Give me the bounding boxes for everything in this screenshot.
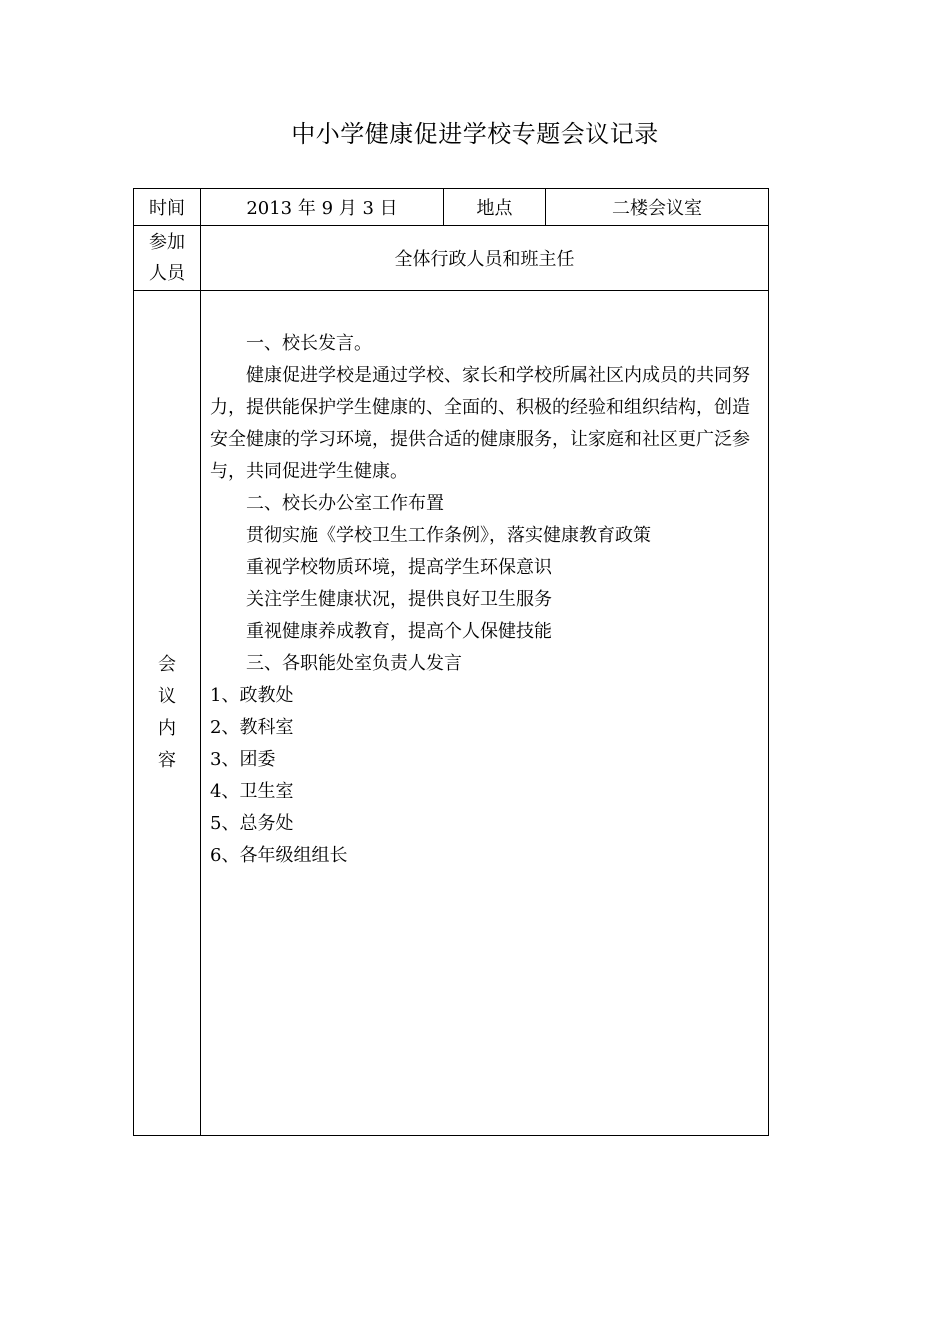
section3-list-item: 6、各年级组组长 — [210, 845, 348, 866]
content-label-cell — [134, 291, 201, 1136]
time-row — [134, 189, 769, 226]
section2-item: 重视健康养成教育，提高个人保健技能 — [246, 621, 552, 642]
meeting-content-cell — [201, 291, 769, 1136]
section1-heading: 一、校长发言。 — [246, 333, 372, 354]
attendees-label-cell — [134, 226, 201, 291]
content-label — [157, 649, 177, 777]
content-label-char: 会 — [158, 654, 176, 675]
document-title: 中小学健康促进学校专题会议记录 — [291, 120, 659, 148]
section1-paragraph: 健康促进学校是通过学校、家长和学校所属社区内成员的共同努力，提供能保护学生健康的、全面的、积极的经验和组织结构，创造安全健康的学习环境，提供合适的健康服务，让家庭和社区更广泛参与，共同促进学生健康。 — [210, 365, 750, 482]
content-row — [134, 291, 769, 1136]
section3-list-item: 4、卫生室 — [210, 781, 294, 802]
attendees-value: 全体行政人员和班主任 — [201, 226, 769, 291]
section2-heading: 二、校长办公室工作布置 — [246, 493, 444, 514]
section2-item: 关注学生健康状况，提供良好卫生服务 — [246, 589, 552, 610]
meeting-content — [201, 291, 768, 872]
place-value: 二楼会议室 — [546, 189, 769, 226]
section3-list-item: 5、总务处 — [210, 813, 294, 834]
content-label-char: 内 — [158, 718, 176, 739]
meeting-record-table — [133, 188, 769, 1136]
section2-item: 贯彻实施《学校卫生工作条例》，落实健康教育政策 — [246, 525, 651, 546]
section2-item: 重视学校物质环境，提高学生环保意识 — [246, 557, 552, 578]
attendees-label-line2: 人员 — [149, 263, 185, 284]
time-label: 时间 — [134, 189, 201, 226]
content-label-char: 容 — [158, 750, 176, 771]
section3-heading: 三、各职能处室负责人发言 — [246, 653, 462, 674]
content-label-char: 议 — [158, 686, 176, 707]
time-value: 2013 年 9 月 3 日 — [201, 189, 444, 226]
attendees-row — [134, 226, 769, 291]
place-label: 地点 — [444, 189, 546, 226]
section3-list-item: 3、团委 — [210, 749, 276, 770]
section3-list-item: 2、教科室 — [210, 717, 294, 738]
section3-list-item: 1、政教处 — [210, 685, 294, 706]
attendees-label-line1: 参加 — [149, 232, 185, 253]
attendees-label — [149, 227, 185, 289]
